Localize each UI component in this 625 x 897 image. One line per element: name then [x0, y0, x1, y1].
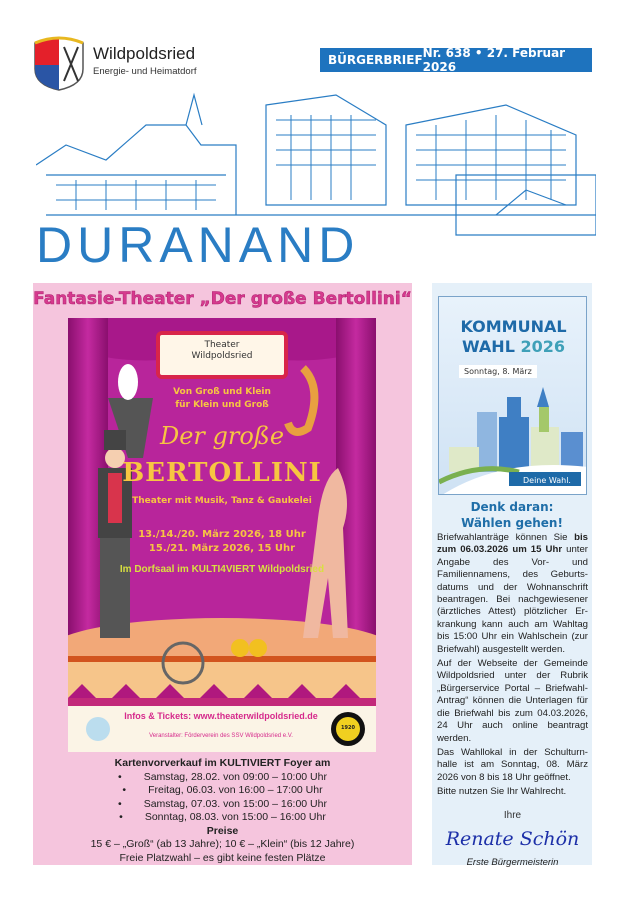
play-title-script: Der große: [159, 422, 285, 450]
poster-line2: WAHL: [461, 337, 515, 356]
town-name: Wildpoldsried: [93, 44, 196, 63]
theater-section: [33, 283, 412, 865]
p2-text: Auf der Webseite der Gemeinde Wildpoldsried unter der Rubrik „Bürgerservice Portal – Briefwahl-Antrag“ können die Unterlagen für die Briefwahl bis zum 04.03.2026, 24 Uhr auch online beantragt werden.: [437, 658, 588, 744]
theater-poster: [68, 318, 376, 752]
signatory-role: Erste Bürgermeisterin: [466, 856, 559, 868]
venue: Im Dorfsaal im KULTI4VIERT Wildpoldsried: [119, 564, 325, 575]
dates-afternoon: 15./21. März 2026, 15 Uhr: [148, 543, 296, 554]
election-text: [437, 532, 588, 801]
election-text-column: [437, 532, 588, 869]
issue-label: Nr. 638 • 27. Februar 2026: [422, 46, 566, 74]
issue-bar: [320, 48, 592, 72]
presale-list: [33, 771, 412, 825]
town-subtitle: Energie- und Heimatdorf: [93, 66, 197, 77]
poster-badge: Deine Wahl.: [523, 476, 571, 485]
signature: Renate Schön: [445, 827, 580, 850]
election-section: [432, 283, 592, 868]
election-heading: [432, 499, 592, 531]
poster-line1: KOMMUNAL: [460, 317, 567, 336]
group-name-line1: Theater: [204, 340, 240, 350]
p1-text-rest: unter Angabe des Vor- und Familiennamens, des Geburtsdatums und der Wohnanschrift beantragen. Bei nachgewiesener (ärztliches Attest) plötzlicher Erkrankung kann auch am Wahltag bis 15:00 Uhr ein Wahlschein (zur Briefwahl) ausgestellt werden.: [437, 544, 588, 655]
presale-item: • Samstag, 07.03. von 15:00 – 16:00 Uhr: [33, 798, 412, 812]
prices: 15 € – „Groß“ (ab 13 Jahre); 10 € – „Klein“ (bis 12 Jahre): [90, 838, 355, 850]
newsletter-title: DURANAND: [36, 217, 360, 273]
heading-line1: Denk daran:: [470, 500, 554, 514]
tagline-1: Von Groß und Klein: [173, 387, 271, 397]
election-poster: [438, 296, 587, 495]
poster-date: Sonntag, 8. März: [459, 365, 537, 378]
section-label: BÜRGERBRIEF: [328, 53, 423, 67]
closing: Ihre: [503, 809, 522, 821]
p3-text: Das Wahllokal in der Schulturnhalle ist am Sonntag, 08. März 2026 von 8 bis 18 Uhr geöffnet.: [437, 746, 588, 783]
presale-heading: Kartenvorverkauf im KULTIVIERT Foyer am: [114, 757, 331, 769]
p1-text: Briefwahlanträge können Sie: [437, 532, 575, 543]
play-subtitle: Theater mit Musik, Tanz & Gaukelei: [132, 496, 312, 506]
coat-of-arms-logo: [33, 35, 85, 91]
tagline-2: für Klein und Groß: [175, 400, 269, 410]
town-brand: [93, 44, 197, 77]
prices-heading: Preise: [206, 824, 239, 837]
seating-note: Freie Platzwahl – es gibt keine festen Plätze: [119, 851, 326, 864]
theater-heading: Fantasie-Theater „Der große Bertollini“: [33, 289, 412, 309]
play-title: BERTOLLINI: [122, 458, 322, 488]
p1-deadline: bis zum 06.03.2026 um 15 Uhr: [437, 532, 588, 556]
tickets-link[interactable]: Infos & Tickets: www.theaterwildpoldsried.de: [124, 711, 318, 721]
dates-evening: 13./14./20. März 2026, 18 Uhr: [138, 529, 306, 540]
organizer: Veranstalter: Förderverein des SSV Wildpoldsried e.V.: [149, 733, 293, 739]
group-name-line2: Wildpoldsried: [191, 351, 253, 361]
presale-item: • Freitag, 06.03. von 16:00 – 17:00 Uhr: [33, 784, 412, 798]
presale-info: [33, 757, 412, 865]
p4-text: Bitte nutzen Sie Ihr Wahlrecht.: [437, 786, 567, 798]
club-badge-year: 1920: [341, 725, 355, 731]
theater-group-logo: [172, 340, 272, 362]
presale-item: • Sonntag, 08.03. von 15:00 – 16:00 Uhr: [33, 811, 412, 825]
heading-line2: Wählen gehen!: [461, 516, 563, 530]
presale-item: • Samstag, 28.02. von 09:00 – 10:00 Uhr: [33, 771, 412, 785]
town-illustration: [439, 387, 587, 495]
poster-year: 2026: [520, 337, 565, 356]
